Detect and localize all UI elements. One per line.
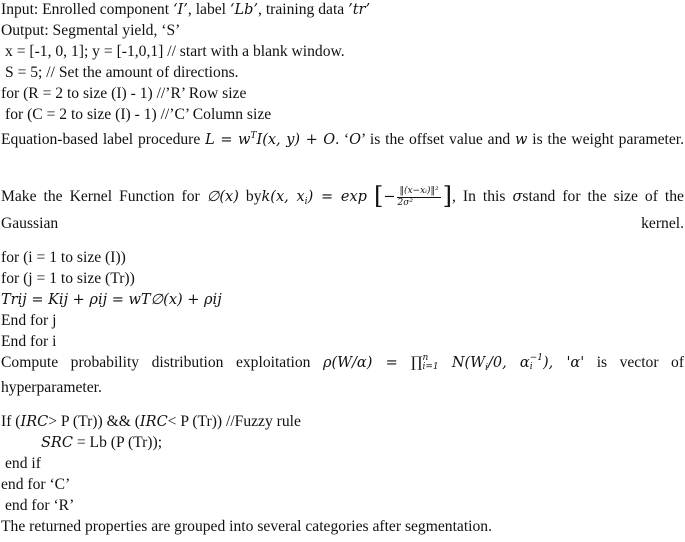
kernel-fraction <box>397 186 440 209</box>
end-c-line: end for ‘C’ <box>1 476 71 493</box>
input-line <box>1 0 370 20</box>
kernel-pre: Make the Kernel Function for <box>1 188 207 206</box>
prob-close: ), <box>542 355 567 371</box>
if-irc2: IRC <box>139 414 168 430</box>
end-if-line: end if <box>5 455 41 472</box>
left-bracket: [ <box>373 182 384 211</box>
if-lt: < P (Tr)) //Fuzzy rule <box>167 413 301 430</box>
eq-args: (x, y) <box>262 132 301 148</box>
eq-L: L <box>205 132 215 148</box>
prob-inv: −1 <box>529 353 543 364</box>
right-bracket: ] <box>442 182 452 211</box>
kernel-line <box>1 182 684 235</box>
fraction-numerator: ‖(x−xᵢ)‖² <box>399 186 439 196</box>
kernel-by: by <box>238 188 262 206</box>
fraction-denominator: 2σ² <box>397 198 413 208</box>
prob-alpha-indices <box>530 354 543 372</box>
eq-pre: Equation-based label procedure <box>1 131 206 148</box>
for-c-line: for (C = 2 to size (I) - 1) //’C’ Column size <box>5 106 272 123</box>
prob-ai: i <box>529 362 533 373</box>
eq-post2: is the weight parameter. <box>527 131 685 148</box>
kernel-minus: − <box>383 189 396 206</box>
if-irc1: IRC <box>20 414 49 430</box>
for-i-line: for (i = 1 to size (I)) <box>1 249 126 266</box>
input-label: Input: Enrolled component <box>1 1 173 18</box>
input-I: ‘I’ <box>172 2 188 18</box>
input-mid1: , label <box>187 1 230 18</box>
kernel-post: , In this <box>451 188 513 206</box>
eq-T: T <box>250 131 257 141</box>
kernel-close: ) = <box>307 189 341 206</box>
eq-equals: = <box>214 132 239 148</box>
input-mid2: , training data <box>258 1 349 18</box>
equation-label-line <box>1 126 684 150</box>
prob-sup-n: n <box>422 353 429 364</box>
for-j-line: for (j = 1 to size (Tr)) <box>1 270 135 287</box>
kernel-exp: exp <box>340 189 367 206</box>
input-Lb: ‘Lb’ <box>229 2 259 18</box>
kernel-post2: stand for the size of the Gaussian kernel. <box>1 188 684 233</box>
prob-post: is vector of hyperparameter. <box>1 354 685 396</box>
eq-I: I <box>256 132 263 148</box>
kernel-k: k(x, x <box>261 189 305 206</box>
output-line: Output: Segmental yield, ‘S’ <box>1 22 181 39</box>
end-i-line: End for i <box>1 333 57 350</box>
trij-equation: Trij = Kij + ρij = wT∅(x) + ρij <box>1 292 222 308</box>
for-r-line: for (R = 2 to size (I) - 1) //’R’ Row size <box>1 85 247 102</box>
if-gt: > P (Tr)) && ( <box>48 413 140 430</box>
prob-N: N(W <box>438 355 486 371</box>
kernel-sigma: σ <box>512 189 523 206</box>
prob-rest: /0, α <box>487 355 530 371</box>
src-rest: = Lb (P (Tr)); <box>72 434 163 451</box>
src-line <box>1 433 162 453</box>
if-keyword: If ( <box>1 413 21 430</box>
init-s-line: S = 5; // Set the amount of directions. <box>5 64 239 81</box>
input-tr: ’tr’ <box>348 2 371 18</box>
eq-O: O <box>323 132 336 148</box>
init-xy-line: x = [-1, 0, 1]; y = [-1,0,1] // start with a blank window. <box>5 43 345 60</box>
kernel-phi: ∅(x) <box>206 189 239 206</box>
prob-alpha: 'α' <box>566 355 585 371</box>
kernel-i: i <box>304 197 308 208</box>
end-j-line: End for j <box>1 312 57 329</box>
prob-wi: i <box>485 363 488 373</box>
prob-expr: ρ(W/α) = ∏ <box>322 355 423 371</box>
end-r-line: end for ‘R’ <box>5 497 75 514</box>
probability-line <box>1 353 684 398</box>
eq-O2: O <box>349 132 362 148</box>
eq-post1: ’ is the offset value and <box>361 131 515 148</box>
prob-pre: Compute probability distribution exploitation <box>1 354 323 371</box>
eq-plus: + <box>300 132 324 148</box>
eq-w: w <box>238 132 251 148</box>
src-var: SRC <box>41 435 73 451</box>
eq-dot: . ‘ <box>335 131 350 148</box>
prob-limits <box>422 354 438 372</box>
eq-w2: w <box>515 132 528 148</box>
final-line: The returned properties are grouped into several categories after segmentation. <box>1 518 492 535</box>
if-line <box>1 412 301 432</box>
prob-sub-i: i=1 <box>422 362 439 373</box>
